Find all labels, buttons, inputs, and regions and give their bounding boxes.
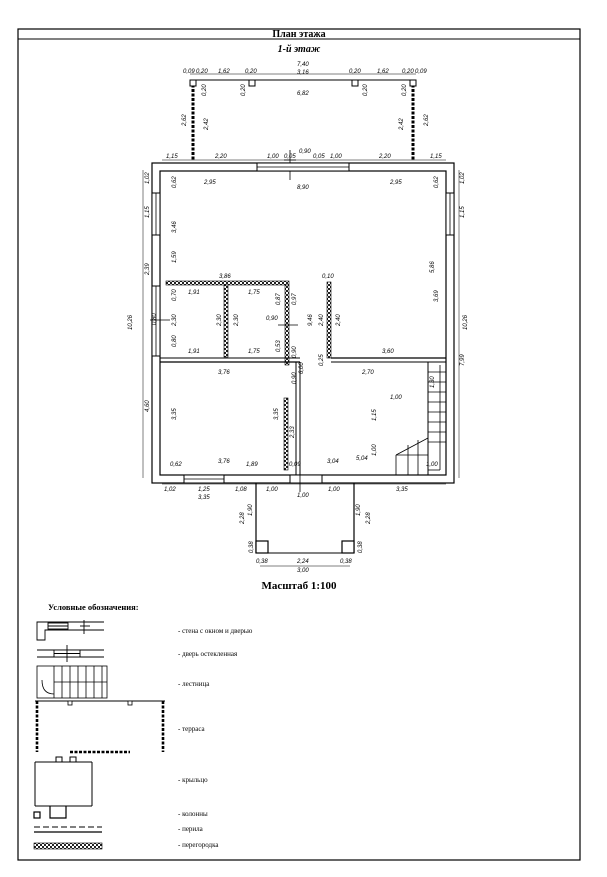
dim-label: 0,20 <box>241 84 247 96</box>
dim-label: 0,20 <box>402 84 408 96</box>
dim-label: 1,02 <box>145 172 151 184</box>
dim-label: 0,97 <box>292 293 298 305</box>
dim-label: 3,76 <box>218 370 230 376</box>
dim-label: 0,62 <box>434 176 440 188</box>
dim-label: 0,90 <box>299 149 311 155</box>
sheet-title: План этажа <box>272 29 326 40</box>
legend-icon-stairs <box>37 666 107 698</box>
dim-label: 2,30 <box>172 314 178 326</box>
dim-label: 10,26 <box>463 314 469 330</box>
legend-title: Условные обозначения: <box>48 602 139 612</box>
dim-label: 1,90 <box>248 504 254 516</box>
dim-label: 3,35 <box>172 408 178 420</box>
dim-label: 0,20 <box>402 69 414 75</box>
dim-label: 3,86 <box>219 274 231 280</box>
legend-label-railing: - перила <box>178 825 203 833</box>
dim-label: 1,00 <box>330 154 342 160</box>
dim-label: 3,35 <box>396 487 408 493</box>
dim-label: 1,00 <box>372 444 378 456</box>
dim-label: 0,70 <box>172 289 178 301</box>
dim-label: 3,04 <box>327 459 339 465</box>
dim-label: 0,62 <box>172 176 178 188</box>
dim-label: 1,02 <box>164 487 176 493</box>
dim-label: 2,70 <box>362 370 374 376</box>
dim-label: 0,20 <box>245 69 257 75</box>
dim-label: 3,46 <box>172 221 178 233</box>
dim-label: 0,09 <box>289 462 301 468</box>
dim-label: 0,53 <box>276 340 282 352</box>
dim-label: 4,60 <box>145 400 151 412</box>
dim-label: 3,76 <box>218 459 230 465</box>
legend-icon-terrace <box>35 701 165 752</box>
legend-icon-columns <box>34 806 66 818</box>
legend-icon-partition <box>34 843 102 849</box>
dim-label: 8,90 <box>297 185 309 191</box>
dim-label: 0,05 <box>284 154 296 160</box>
dimension-labels <box>128 62 469 574</box>
dim-label: 0,09 <box>415 69 427 75</box>
dim-label: 1,25 <box>198 487 210 493</box>
dim-label: 1,15 <box>372 409 378 421</box>
dim-label: 2,39 <box>145 263 151 275</box>
dim-label: 0,38 <box>249 541 255 553</box>
floor-subtitle: 1-й этаж <box>277 44 321 55</box>
dim-label: 2,33 <box>290 426 296 438</box>
dim-label: 1,15 <box>460 206 466 218</box>
dim-label: 0,90 <box>266 316 278 322</box>
legend-label-glass-door: - дверь остекленная <box>178 650 238 658</box>
dim-label: 0,20 <box>363 84 369 96</box>
dim-label: 1,75 <box>248 290 260 296</box>
dim-label: 2,30 <box>234 314 240 326</box>
dim-label: 2,30 <box>217 314 223 326</box>
dim-label: 2,42 <box>204 118 210 130</box>
dim-label: 1,00 <box>267 154 279 160</box>
dim-label: 0,87 <box>276 293 282 305</box>
dim-label: 2,20 <box>379 154 391 160</box>
dim-label: 1,30 <box>430 376 436 388</box>
dim-label: 1,59 <box>172 251 178 263</box>
dim-label: 6,00 <box>299 362 305 374</box>
dim-label: 5,04 <box>356 456 368 462</box>
dim-label: 2,62 <box>182 114 188 126</box>
dim-label: 2,95 <box>390 180 402 186</box>
dim-label: 2,40 <box>336 314 342 326</box>
legend-label-partition: - перегородка <box>178 841 219 849</box>
legend-icon-glass-door <box>37 645 104 662</box>
dim-label: 1,00 <box>426 462 438 468</box>
dim-label: 2,20 <box>215 154 227 160</box>
dim-label: 1,15 <box>430 154 442 160</box>
dim-label: 2,28 <box>240 512 246 524</box>
dim-label: 0,38 <box>358 541 364 553</box>
dim-label: 3,00 <box>297 568 309 574</box>
dim-label: 2,42 <box>399 118 405 130</box>
dim-label: 1,62 <box>218 69 230 75</box>
dim-label: 1,15 <box>166 154 178 160</box>
dim-label: 0,20 <box>202 84 208 96</box>
dim-label: 9,46 <box>308 314 314 326</box>
dim-label: 0,05 <box>313 154 325 160</box>
dim-label: 1,90 <box>356 504 362 516</box>
dim-label: 2,95 <box>204 180 216 186</box>
dim-label: 0,25 <box>319 354 325 366</box>
dim-label: 7,99 <box>460 354 466 366</box>
inner-walls <box>160 281 446 475</box>
legend-label-columns: - колонны <box>178 810 208 818</box>
stairs <box>396 362 446 475</box>
dim-label: 1,00 <box>328 487 340 493</box>
dim-label: 0,80 <box>152 313 158 325</box>
legend-label-porch: - крыльцо <box>178 776 208 784</box>
dim-label: 7,40 <box>297 62 309 68</box>
dim-label: 3,69 <box>434 290 440 302</box>
dim-label: 1,02 <box>460 172 466 184</box>
dim-label: 10,26 <box>128 314 134 330</box>
legend-label-stairs: - лестница <box>178 680 210 688</box>
dim-label: 1,75 <box>248 349 260 355</box>
dim-label: 2,40 <box>319 314 325 326</box>
dim-label: 3,35 <box>274 408 280 420</box>
legend-label-wall: - стена с окном и дверью <box>178 627 253 635</box>
dim-label: 1,00 <box>266 487 278 493</box>
dim-label: 1,89 <box>246 462 258 468</box>
dim-label: 3,35 <box>198 495 210 501</box>
dim-label: 5,86 <box>430 261 436 273</box>
dim-label: 1,62 <box>377 69 389 75</box>
dim-label: 0,09 <box>183 69 195 75</box>
dim-label: 0,62 <box>170 462 182 468</box>
dim-label: 6,82 <box>297 91 309 97</box>
legend-icon-railing <box>34 827 102 832</box>
dim-label: 1,91 <box>188 290 200 296</box>
dim-label: 0,20 <box>196 69 208 75</box>
legend-icon-wall-window-door <box>37 620 104 640</box>
dim-label: 0,80 <box>172 335 178 347</box>
dim-label: 1,00 <box>297 493 309 499</box>
dim-label: 1,91 <box>188 349 200 355</box>
dim-label: 3,60 <box>382 349 394 355</box>
outer-walls <box>150 163 454 492</box>
legend-label-terrace: - терраса <box>178 725 205 733</box>
dim-label: 2,62 <box>424 114 430 126</box>
scale-label: Масштаб 1:100 <box>261 580 337 592</box>
dim-label: 0,90 <box>292 372 298 384</box>
dim-label: 0,38 <box>256 559 268 565</box>
dim-label: 1,08 <box>235 487 247 493</box>
dim-label: 0,20 <box>349 69 361 75</box>
dim-label: 0,10 <box>322 274 334 280</box>
dim-label: 2,28 <box>366 512 372 524</box>
dim-label: 2,24 <box>297 559 309 565</box>
dim-label: 1,00 <box>390 395 402 401</box>
dim-label: 0,90 <box>292 346 298 358</box>
dim-label: 1,15 <box>145 206 151 218</box>
dim-label: 0,38 <box>340 559 352 565</box>
legend-icon-porch <box>35 757 92 806</box>
dim-label: 3,16 <box>297 70 309 76</box>
